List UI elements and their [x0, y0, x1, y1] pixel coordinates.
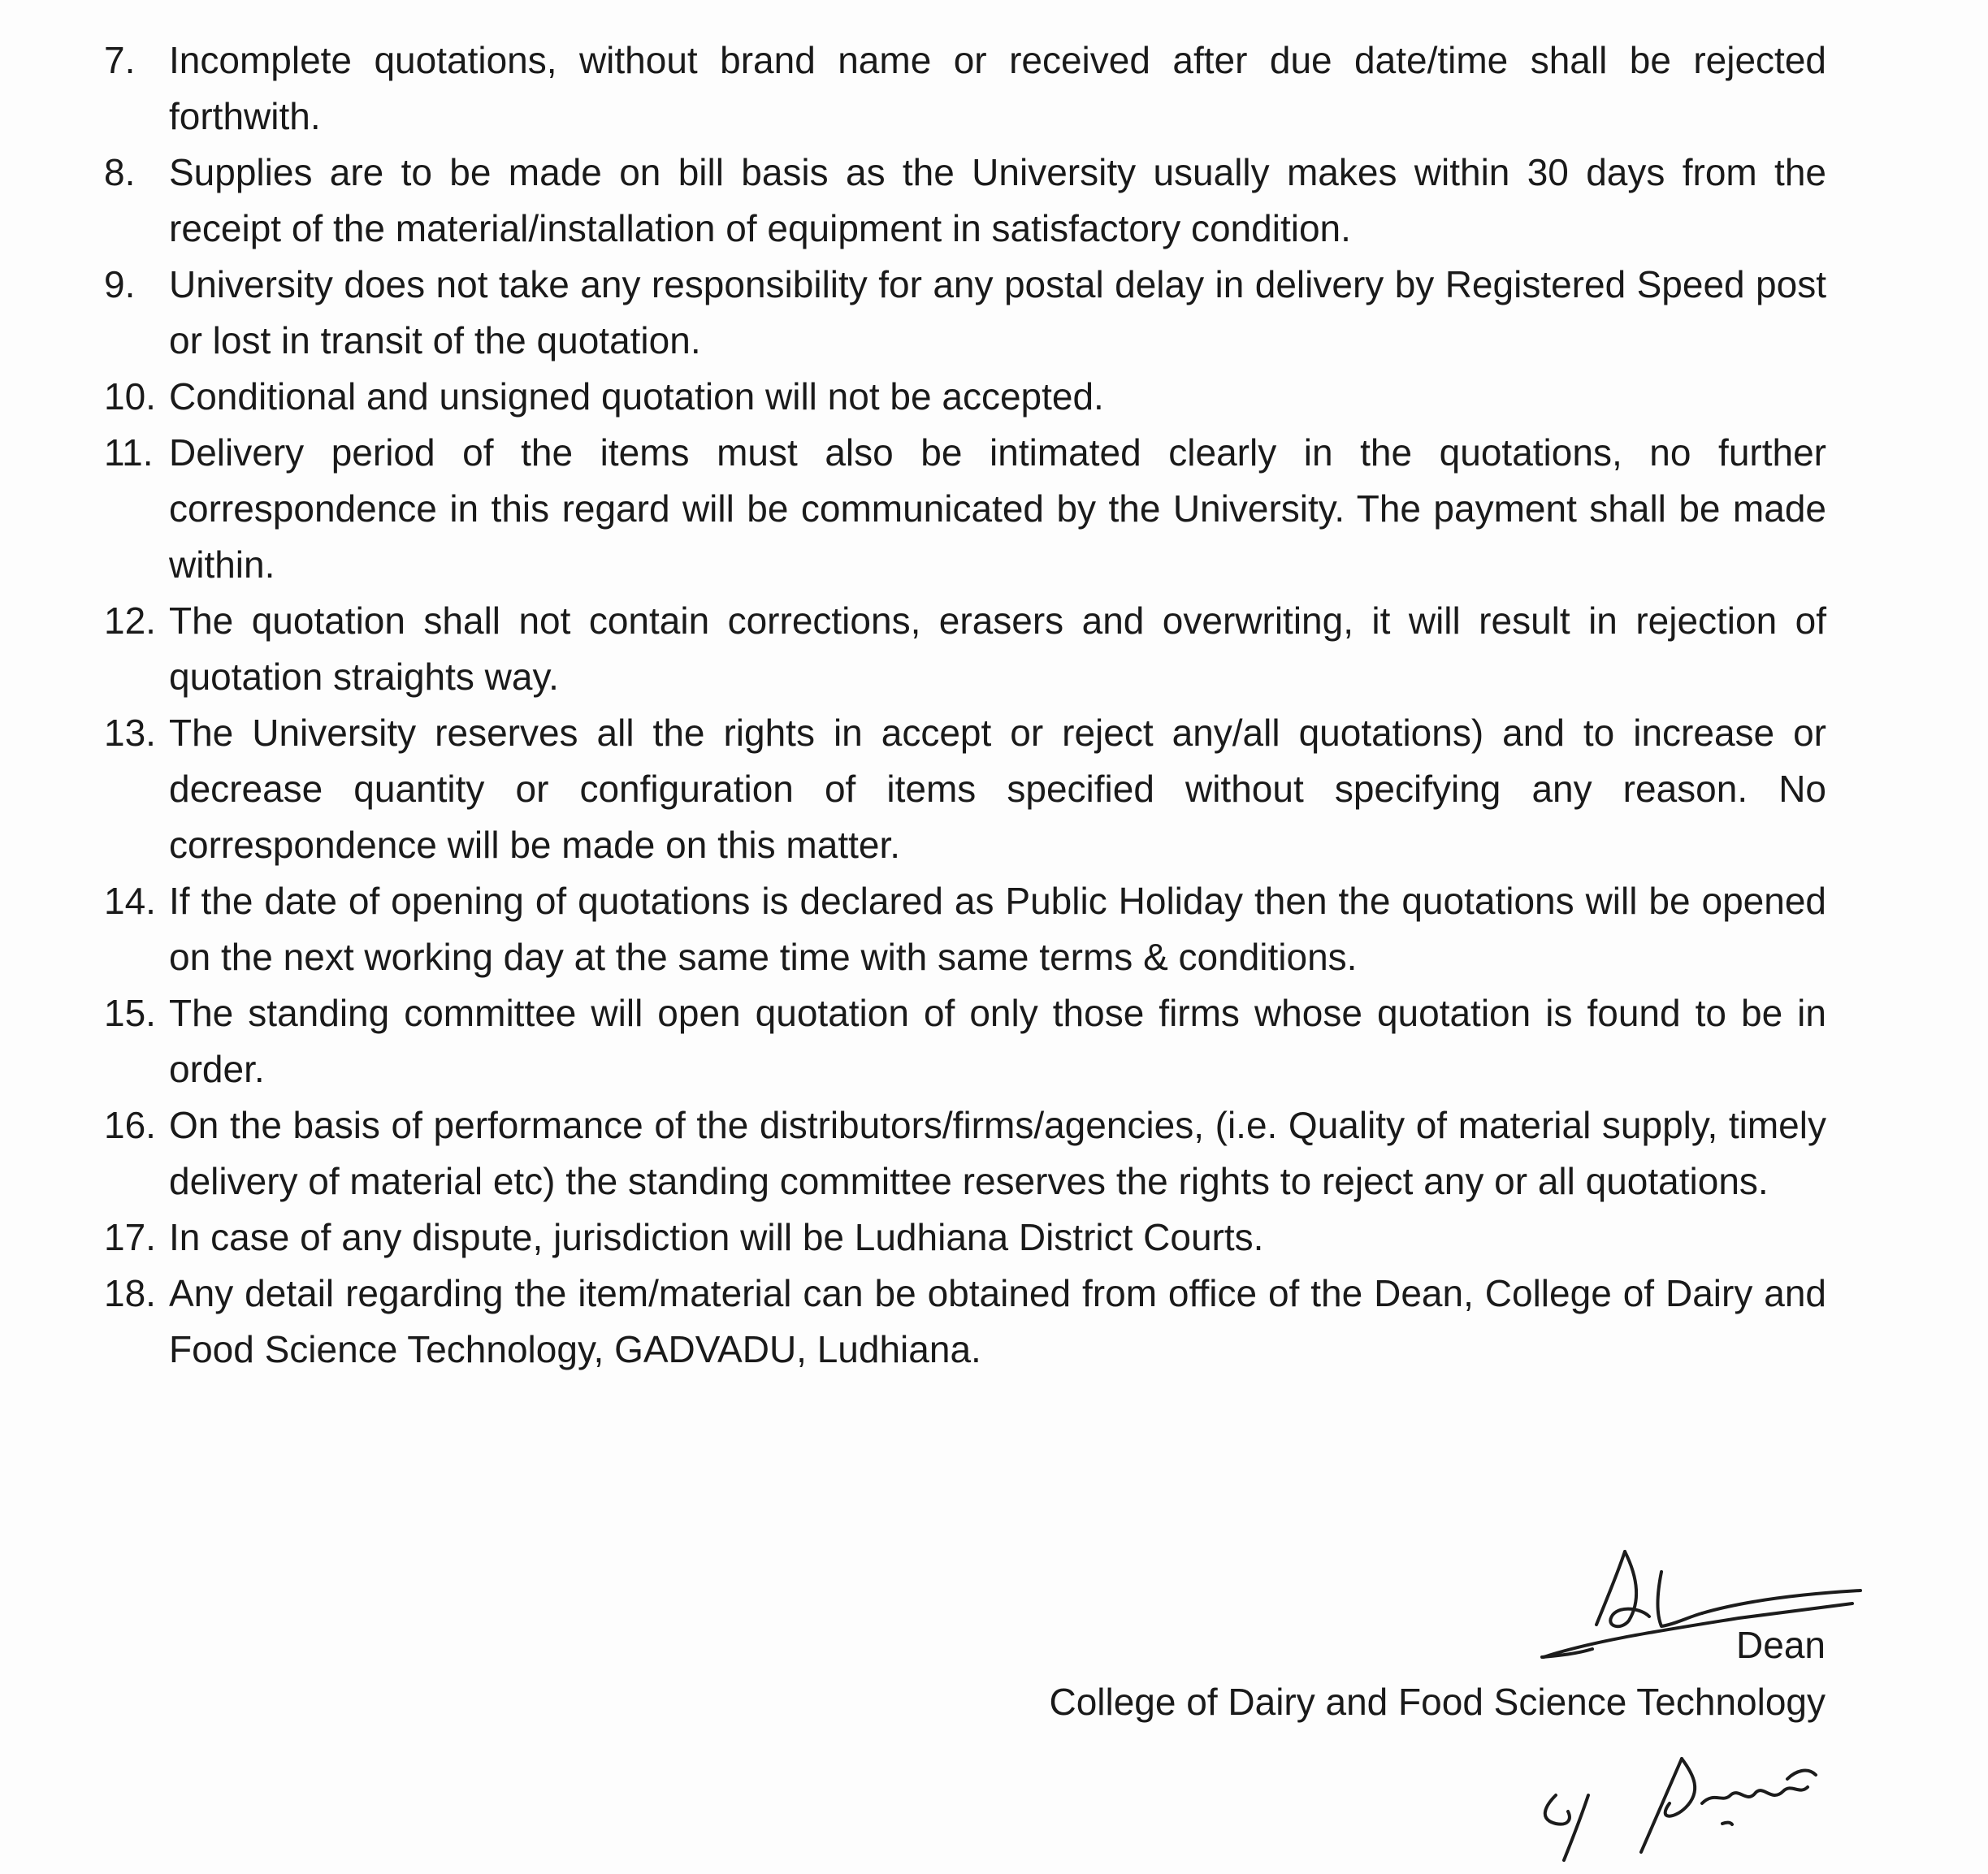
term-number: 12. — [104, 599, 156, 642]
term-number: 14. — [104, 880, 156, 922]
term-text: Supplies are to be made on bill basis as the University usually makes within 30 days from the receipt of the material/installation of equipment in satisfactory condition. — [169, 151, 1826, 249]
term-number: 9. — [104, 263, 136, 305]
term-text: The quotation shall not contain corrections, erasers and overwriting, it will result in rejection of quotation straights way. — [169, 599, 1826, 698]
term-text: The University reserves all the rights in accept or reject any/all quotations) and to increase or decrease quantity or configuration of items specified without specifying any reason. No correspondence will be made on this matter. — [169, 712, 1826, 866]
term-item — [104, 32, 1826, 145]
term-text: Any detail regarding the item/material can be obtained from office of the Dean, College of Dairy and Food Science Technology, GADVADU, Ludhiana. — [169, 1272, 1826, 1370]
term-text: On the basis of performance of the distributors/firms/agencies, (i.e. Quality of material supply, timely delivery of material etc) the standing committee reserves the rights to reject any or all quotations. — [169, 1104, 1826, 1202]
term-item — [104, 257, 1826, 369]
handwritten-initials — [1519, 1746, 1860, 1868]
term-number: 11. — [104, 431, 154, 474]
term-item — [104, 145, 1826, 257]
term-number: 16. — [104, 1104, 156, 1146]
term-item — [104, 985, 1826, 1097]
term-item — [104, 1210, 1826, 1266]
term-text: Incomplete quotations, without brand name or received after due date/time shall be rejected forthwith. — [169, 39, 1826, 137]
terms-list — [104, 32, 1826, 1378]
term-item — [104, 873, 1826, 985]
term-number: 8. — [104, 151, 136, 193]
term-text: If the date of opening of quotations is declared as Public Holiday then the quotations will be opened on the next working day at the same time with same terms & conditions. — [169, 880, 1826, 978]
term-number: 17. — [104, 1216, 156, 1258]
term-item — [104, 425, 1826, 593]
term-item — [104, 369, 1826, 425]
term-number: 10. — [104, 375, 156, 418]
term-text: In case of any dispute, jurisdiction will be Ludhiana District Courts. — [169, 1216, 1264, 1258]
term-item — [104, 1266, 1826, 1378]
term-item — [104, 1097, 1826, 1210]
term-text: Conditional and unsigned quotation will not be accepted. — [169, 375, 1104, 418]
signature-block — [1049, 1616, 1826, 1730]
term-text: Delivery period of the items must also be intimated clearly in the quotations, no further correspondence in this regard will be communicated by the University. The payment shall be made within. — [169, 431, 1826, 586]
term-item — [104, 705, 1826, 873]
term-text: University does not take any responsibility for any postal delay in delivery by Registered Speed post or lost in transit of the quotation. — [169, 263, 1826, 361]
term-number: 13. — [104, 712, 156, 754]
signatory-organization: College of Dairy and Food Science Technology — [1049, 1681, 1826, 1723]
term-number: 7. — [104, 39, 136, 81]
term-item — [104, 593, 1826, 705]
term-number: 15. — [104, 992, 156, 1034]
term-number: 18. — [104, 1272, 156, 1314]
term-text: The standing committee will open quotation of only those firms whose quotation is found to be in order. — [169, 992, 1826, 1090]
signatory-title: Dean — [1736, 1624, 1826, 1666]
